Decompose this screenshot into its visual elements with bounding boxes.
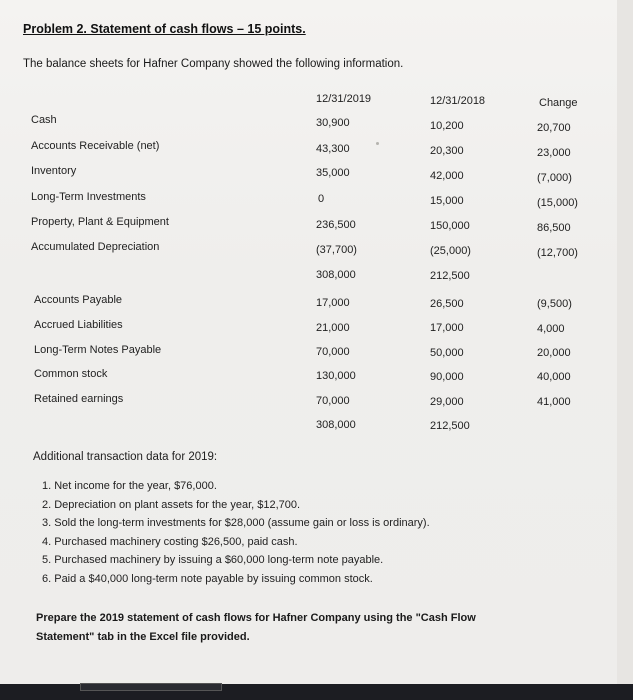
- list-item: 2. Depreciation on plant assets for the year, $12,700.: [42, 498, 301, 511]
- row-label: Accounts Receivable (net): [31, 140, 160, 152]
- cell-2019: 43,300: [316, 143, 350, 155]
- liabilities-total-2018: 212,500: [430, 420, 470, 432]
- cell-change: 86,500: [537, 222, 571, 234]
- liabilities-total-2019: 308,000: [316, 419, 356, 431]
- cell-change: (9,500): [537, 298, 572, 310]
- cell-2019: 30,900: [316, 117, 350, 129]
- header-2018: 12/31/2018: [430, 95, 486, 107]
- cell-2019: 35,000: [316, 167, 350, 179]
- cell-change: 23,000: [537, 147, 571, 159]
- row-label: Common stock: [34, 368, 108, 380]
- cell-2019: 130,000: [316, 370, 356, 382]
- cell-2018: 10,200: [430, 120, 464, 132]
- cell-2019: 236,500: [316, 219, 356, 231]
- cell-2019: 70,000: [316, 395, 350, 407]
- list-item: 6. Paid a $40,000 long-term note payable by issuing common stock.: [42, 572, 373, 585]
- row-label: Inventory: [31, 165, 77, 177]
- row-label: Accumulated Depreciation: [31, 241, 160, 253]
- cell-2018: 150,000: [430, 220, 470, 232]
- assets-total-2019: 308,000: [316, 269, 356, 281]
- row-label: Property, Plant & Equipment: [31, 216, 169, 228]
- cell-change: 20,000: [537, 347, 571, 359]
- row-label: Retained earnings: [34, 393, 124, 405]
- additional-data-title: Additional transaction data for 2019:: [33, 451, 218, 463]
- row-label: Long-Term Notes Payable: [34, 344, 162, 356]
- cell-2018: 42,000: [430, 170, 464, 182]
- cell-2019: 0: [318, 193, 325, 205]
- additional-data-list: [42, 480, 430, 592]
- header-2019: 12/31/2019: [316, 93, 372, 105]
- cell-2019: (37,700): [316, 244, 357, 256]
- background-edge: [617, 0, 633, 690]
- row-label: Long-Term Investments: [31, 191, 146, 203]
- cell-2019: 70,000: [316, 346, 350, 358]
- cell-change: 20,700: [537, 122, 571, 134]
- list-item: 5. Purchased machinery by issuing a $60,000 long-term note payable.: [42, 554, 384, 567]
- bottom-tab: [80, 683, 222, 691]
- assets-total-2018: 212,500: [430, 270, 470, 282]
- prepare-instruction: Prepare the 2019 statement of cash flows for Hafner Company using the "Cash Flow Statement" tab in the Excel file provided.: [36, 612, 476, 643]
- problem-title: Problem 2. Statement of cash flows – 15 points.: [23, 22, 306, 36]
- speck: [376, 142, 379, 145]
- cell-change: (15,000): [537, 197, 578, 209]
- cell-2019: 21,000: [316, 322, 350, 334]
- row-label: Accounts Payable: [34, 294, 123, 306]
- cell-2018: 29,000: [430, 396, 464, 408]
- cell-2018: 20,300: [430, 145, 464, 157]
- cell-2018: 15,000: [430, 195, 464, 207]
- cell-2018: 17,000: [430, 322, 464, 334]
- row-label: Accrued Liabilities: [34, 319, 123, 331]
- cell-2018: 90,000: [430, 371, 464, 383]
- list-item: 4. Purchased machinery costing $26,500, paid cash.: [42, 535, 298, 548]
- cell-2018: 26,500: [430, 298, 464, 310]
- cell-2018: (25,000): [430, 245, 471, 257]
- row-label: Cash: [31, 114, 57, 126]
- list-item: 1. Net income for the year, $76,000.: [42, 480, 217, 492]
- cell-change: (12,700): [537, 247, 578, 259]
- cell-2019: 17,000: [316, 297, 350, 309]
- list-item: 3. Sold the long-term investments for $28,000 (assume gain or loss is ordinary).: [42, 517, 430, 530]
- cell-change: 41,000: [537, 396, 571, 408]
- intro-text: The balance sheets for Hafner Company showed the following information.: [23, 58, 404, 70]
- cell-change: 40,000: [537, 371, 571, 383]
- cell-change: (7,000): [537, 172, 572, 184]
- cell-change: 4,000: [537, 323, 565, 335]
- cell-2018: 50,000: [430, 347, 464, 359]
- header-change: Change: [539, 97, 578, 109]
